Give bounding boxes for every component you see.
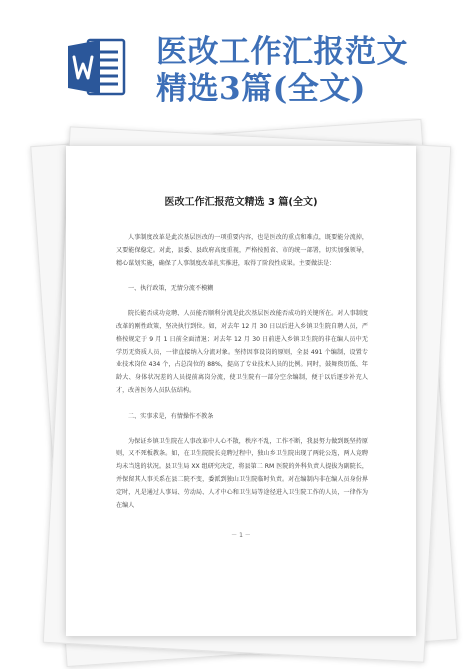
- intro-paragraph: 人事制度改革是此次基层医改的一项重要内容，也是医改的重点和难点，既要能分流掉，又要能保稳定。对此，县委、县政府高度重视，严格按照省、市的统一部署，切实加强领导，精心谋划实施，确保了人事制度改革扎实推进，取得了阶段性成果。主要做法是：: [116, 234, 368, 267]
- page-number: － 1 －: [231, 532, 251, 539]
- document-page: [66, 146, 416, 636]
- word-icon: [66, 36, 128, 98]
- section-heading-1: 一、执行政策，无情分流不模糊: [128, 285, 214, 293]
- document-title: 医改工作汇报范文精选 3 篇(全文): [164, 197, 318, 208]
- document-body: [116, 232, 368, 512]
- page-title: [156, 34, 466, 108]
- title-line-2: 精选3篇(全文): [156, 71, 366, 107]
- document-preview: [0, 118, 474, 669]
- section-heading-2: 二、实事求是，有情操作不教条: [128, 412, 214, 420]
- title-line-1: 医改工作汇报范文: [156, 34, 408, 70]
- body-paragraph-2: 为保证乡镇卫生院在人事改革中人心不散，秩序不乱，工作不断，我县努力做到既坚持原则，又不死板教条。如，在卫生院院长竞聘过程中，独山乡卫生院出现了两轮公选，两人竞聘均未当选的状况。县卫生局 XX 组研究决定，将县第二 RM 医院的外科负责人提拔为副院长，并保留其人事关系在县二院不变，委派到独山卫生院临时负责。对在编制内非在编人员身份界定时，凡是通过人事局、劳动局、人才中心和卫生局等途径进入卫生院工作的人员，一律作为在编人: [116, 437, 368, 509]
- body-paragraph-1: 院长能否成功竞聘、人员能否顺利分流是此次基层医改能否成功的关键所在。对人事制度改革的刚性政策，坚决执行到位。如，对去年 12 月 30 日以后进入乡镇卫生院自聘人员，严格按规定于 9 月 1 日前全面清退；对去年 12 月 30 日前进入乡镇卫生院的非在编人员中无学历无资质人员，一律直接纳入分流对象。坚持因事设岗的原则，全县 491 个编制，设置专业技术岗位 434 个，占总岗位的 88%，提高了专业技术人员的比例。同时，鼓舞资历低、年龄大、身体状况差的人员提前离岗分流，使卫生院有一部分空余编制，便于以后逐步补充人才，改善医务人员队伍结构。: [116, 310, 368, 394]
- header-banner: [0, 0, 474, 118]
